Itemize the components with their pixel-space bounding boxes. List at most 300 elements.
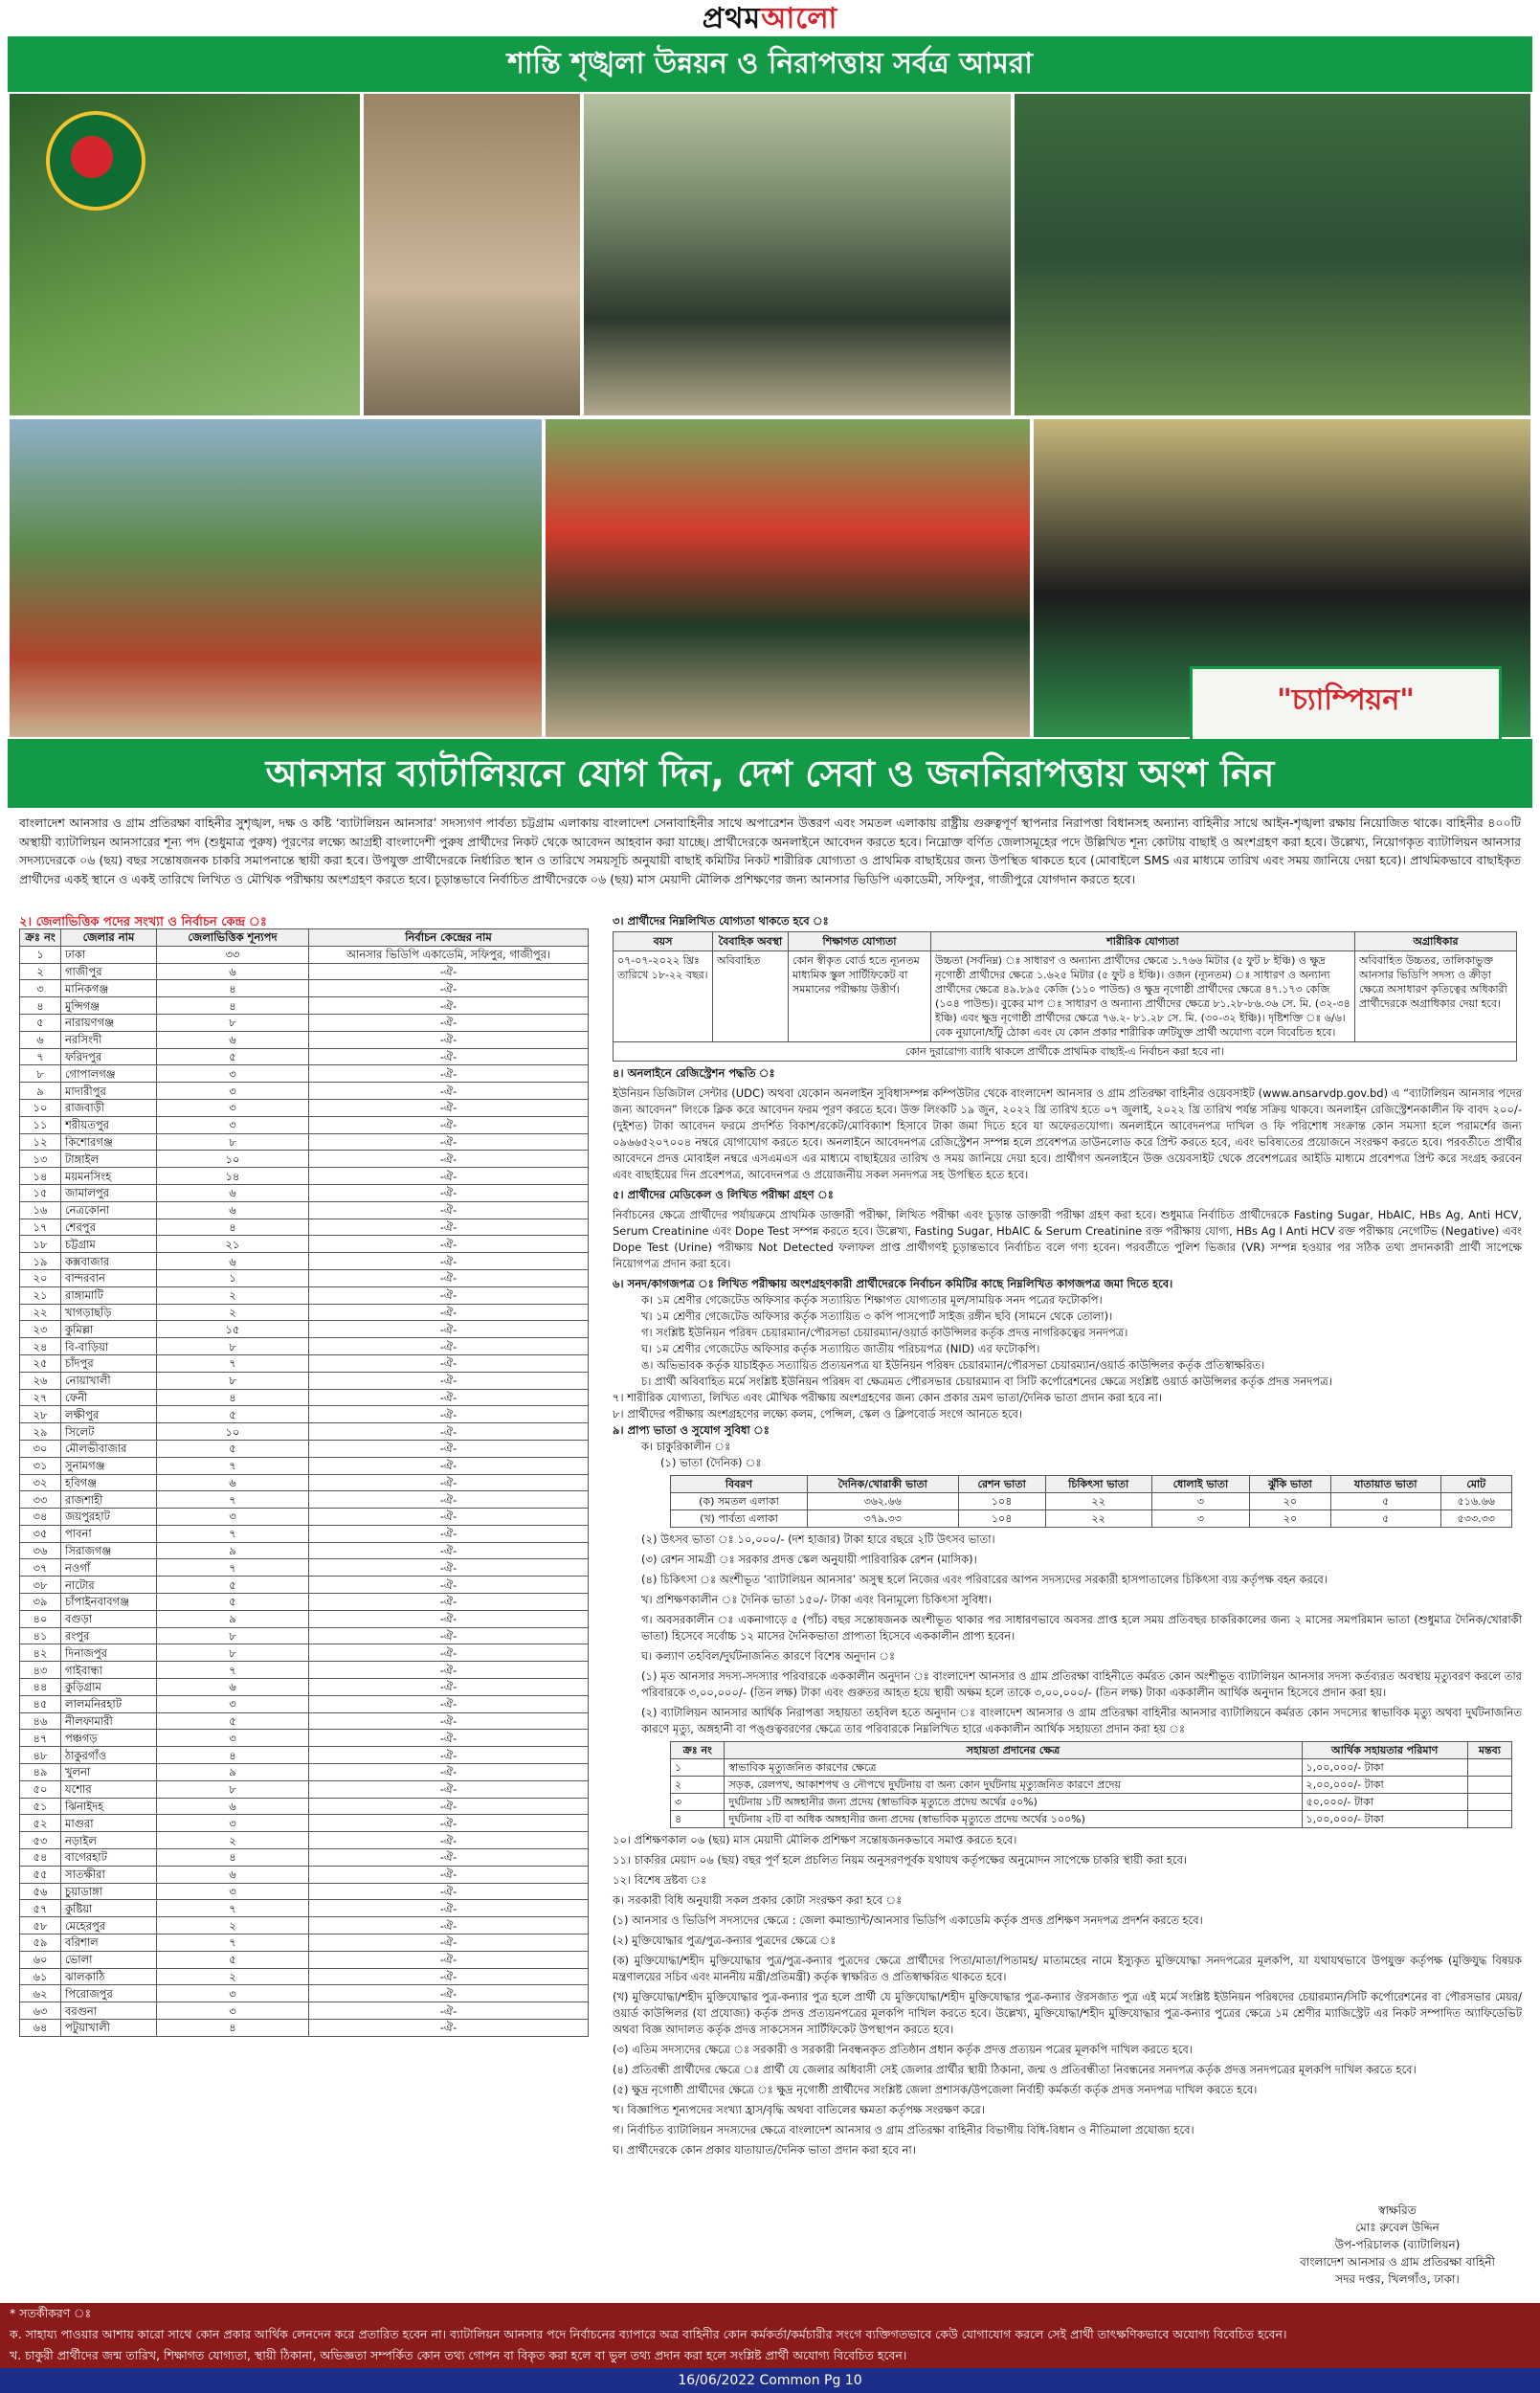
cell-centre: -ঐ- bbox=[308, 1253, 588, 1270]
district-table-body bbox=[20, 946, 589, 2036]
district-row bbox=[20, 1951, 589, 1968]
masthead-part2: আলো bbox=[761, 2, 838, 35]
allowance-cell: ১০৪ bbox=[958, 1493, 1045, 1510]
intro-paragraph: বাংলাদেশ আনসার ও গ্রাম প্রতিরক্ষা বাহিনীর সুশৃঙ্খল, দক্ষ ও কষ্টি ‘ব্যাটালিয়ন আনসার’ সদস্যগণ পার্বত্য চট্টগ্রাম এলাকায় বাংলাদেশ সেনাবাহিনীর সাথে অপারেশন উত্তরণ এবং সমতল এলাকায় রাষ্ট্রীয় গুরুত্বপূর্ণ স্থাপনার নিরাপত্তা বিধানসহ অন্যান্য বাহিনীর সাথে আইন-শৃঙ্খলা রক্ষায় নিয়োজিত থাকে। বাহিনীর ৪০০টি অস্থায়ী ব্যাটালিয়ন আনসারের শূন্য পদ (শুধুমাত্র পুরুষ) পূরণের লক্ষ্যে আগ্রহী বাংলাদেশী পুরুষ প্রার্থীদের নিকট থেকে আবেদন আহবান করা যাচ্ছে। প্রার্থীদেরকে অনলাইনে আবেদন করতে হবে। নিম্নোক্ত বর্ণিত জেলাসমূহের পদে উল্লিখিত শূন্য কোটায় বাছাই ও অংশগ্রহণ করা হবে। উল্লেখ্য, নিয়োগকৃত ব্যাটালিয়ন আনসার সদস্যদেরকে ০৬ (ছয়) বছর সন্তোষজনক চাকরি সমাপনান্তে স্থায়ী করা হবে। উপযুক্ত প্রার্থীদেরকে নির্ধারিত স্থান ও তারিখে সময়সূচি অনুযায়ী বাছাই কমিটির নিকট শারীরিক যোগ্যতা ও প্রাথমিক বাছাইয়ের জন্য উপস্থিত থাকতে হবে (মোবাইলে SMS এর মাধ্যমে তারিখ এবং সময় জানিয়ে দেয়া হবে)। প্রাথমিকভাবে বাছাইকৃত প্রার্থীদের একই স্থানে ও একই তারিখে লিখিত ও মৌখিক পরীক্ষায় অংশগ্রহণ করতে হবে। চূড়ান্তভাবে নির্বাচিত প্রার্থীদেরকে ০৬ (ছয়) মাস মেয়াদী মৌলিক প্রশিক্ষণের জন্য আনসার ভিডিপি একাডেমী, সফিপুর, গাজীপুরে যোগদান করতে হবে। bbox=[19, 816, 1521, 886]
cell-district: খুলনা bbox=[61, 1764, 157, 1781]
cell-vacancy: ৭ bbox=[156, 1900, 308, 1917]
aid-row bbox=[671, 1777, 1512, 1794]
cell-centre: -ঐ- bbox=[308, 1627, 588, 1644]
req-head-age: বয়স bbox=[614, 932, 713, 951]
cell-serial: ৫০ bbox=[20, 1780, 61, 1798]
district-row bbox=[20, 1747, 589, 1764]
aid-cell bbox=[1467, 1777, 1511, 1794]
cell-serial: ১৭ bbox=[20, 1219, 61, 1236]
cell-serial: ৬২ bbox=[20, 1985, 61, 2002]
cell-vacancy: ৩ bbox=[156, 1985, 308, 2002]
district-row bbox=[20, 1594, 589, 1611]
allowance-cell: ৩ bbox=[1151, 1493, 1250, 1510]
district-row bbox=[20, 1474, 589, 1491]
district-row bbox=[20, 1372, 589, 1389]
cell-serial: ৬০ bbox=[20, 1951, 61, 1968]
cell-centre: -ঐ- bbox=[308, 1985, 588, 2002]
cell-vacancy: ৪ bbox=[156, 1849, 308, 1867]
cell-vacancy: ৫ bbox=[156, 1712, 308, 1730]
allowance-cell: ৫৩৩.৩৩ bbox=[1440, 1510, 1511, 1528]
allowance-col: চিকিৎসা ভাতা bbox=[1045, 1476, 1151, 1493]
rule-item: (১) আনসার ও ভিডিপি সদস্যদের ক্ষেত্রে : জেলা কমান্ড্যান্ট/আনসার ভিডিপি একাডেমি কর্তৃক প্রদত্ত প্রশিক্ষণ সনদপত্র প্রদর্শন করতে হবে। bbox=[613, 1913, 1203, 1927]
benefit-item: গ। অবসরকালীন ঃ একনাগাড়ে ৫ (পাঁচ) বছর সন্তোষজনক অংশীভূত থাকার পর সাধারণভাবে অবসর প্রাপ্ত হলে সময় প্রতিবছর চাকরিকালের জন্য ২ মাসের সমপরিমান ভাতা (শুধুমাত্র দৈনিক/খোরাকী ভাতা) হিসেবে সর্বোচ্চ ১২ মাসের দৈনিকভাতা প্রাপ্যতা হিসেবে এককালীন প্রাপ্য হবেন। bbox=[641, 1613, 1522, 1643]
cell-serial: ৫৪ bbox=[20, 1849, 61, 1867]
cell-serial: ২০ bbox=[20, 1269, 61, 1286]
cell-serial: ১০ bbox=[20, 1099, 61, 1116]
photo-band-parade bbox=[8, 417, 544, 739]
district-row bbox=[20, 963, 589, 980]
cell-district: লালমনিরহাট bbox=[61, 1695, 157, 1712]
cell-vacancy: ৮ bbox=[156, 1014, 308, 1031]
requirements-table bbox=[613, 931, 1517, 1062]
cell-centre: -ঐ- bbox=[308, 1083, 588, 1100]
cell-district: চাঁপাইনবাবগঞ্জ bbox=[61, 1594, 157, 1611]
cell-centre: -ঐ- bbox=[308, 1269, 588, 1286]
allowance-row bbox=[671, 1510, 1512, 1528]
cell-serial: ৩২ bbox=[20, 1474, 61, 1491]
cell-centre: -ঐ- bbox=[308, 1866, 588, 1883]
cell-district: কুড়িগ্রাম bbox=[61, 1679, 157, 1696]
cell-district: শেরপুর bbox=[61, 1219, 157, 1236]
cell-serial: ৬৩ bbox=[20, 2002, 61, 2020]
cell-vacancy: ৩ bbox=[156, 1083, 308, 1100]
cell-district: দিনাজপুর bbox=[61, 1644, 157, 1662]
rules-list bbox=[613, 1832, 1522, 2158]
district-row bbox=[20, 1900, 589, 1917]
allowance-col: বিবরণ bbox=[671, 1476, 808, 1493]
cell-vacancy: ৮ bbox=[156, 1372, 308, 1389]
cell-serial: ৩ bbox=[20, 980, 61, 997]
cell-serial: ২৫ bbox=[20, 1354, 61, 1372]
allowance-col: রেশন ভাতা bbox=[958, 1476, 1045, 1493]
cell-district: রাজশাহী bbox=[61, 1491, 157, 1509]
col-centre: নির্বাচন কেন্দ্রের নাম bbox=[308, 929, 588, 947]
cell-vacancy: ৭ bbox=[156, 1935, 308, 1952]
allowance-cell: ৩৬২.৬৬ bbox=[807, 1493, 958, 1510]
cell-centre: -ঐ- bbox=[308, 1662, 588, 1679]
rule-item: ঘ। প্রার্থীদেরকে কোন প্রকার যাতায়াত/দৈনিক ভাতা প্রদান করা হবে না। bbox=[613, 2143, 916, 2157]
cell-district: কক্সবাজার bbox=[61, 1253, 157, 1270]
district-row bbox=[20, 1219, 589, 1236]
cell-vacancy: ২ bbox=[156, 1304, 308, 1321]
cell-vacancy: ১০ bbox=[156, 1151, 308, 1168]
cell-centre: -ঐ- bbox=[308, 1695, 588, 1712]
cell-district: জামালপুর bbox=[61, 1184, 157, 1201]
cell-vacancy: ৫ bbox=[156, 1406, 308, 1423]
cell-vacancy: ৬ bbox=[156, 1474, 308, 1491]
district-row bbox=[20, 1031, 589, 1048]
cell-vacancy: ৫ bbox=[156, 1594, 308, 1611]
cell-serial: ৬৪ bbox=[20, 2020, 61, 2037]
signature-block bbox=[1273, 2202, 1522, 2288]
district-row bbox=[20, 1849, 589, 1867]
cell-centre: -ঐ- bbox=[308, 1014, 588, 1031]
cell-serial: ২৬ bbox=[20, 1372, 61, 1389]
document-item: গ। সংশ্লিষ্ট ইউনিয়ন পরিষদ চেয়ারম্যান/পৌরসভা চেয়ারম্যান/ওয়ার্ড কাউন্সিলর কর্তৃক প্রদত্ত নাগরিকত্বের সনদপত্র। bbox=[641, 1326, 1128, 1339]
cell-centre: -ঐ- bbox=[308, 1594, 588, 1611]
cell-centre: -ঐ- bbox=[308, 1372, 588, 1389]
district-row bbox=[20, 1269, 589, 1286]
cell-vacancy: ৫ bbox=[156, 1440, 308, 1457]
district-row bbox=[20, 1168, 589, 1185]
aid-cell: সড়ক, রেলপথ, আকাশপথ ও নৌপথে দুর্ঘটনায় বা অন্য কোন দুর্ঘটনায় মৃত্যুজনিত কারণে প্রদেয় bbox=[725, 1777, 1302, 1794]
district-row bbox=[20, 1423, 589, 1441]
cell-vacancy: ৩ bbox=[156, 1883, 308, 1900]
misc-ka: ক। চাকুরিকালীন ঃ bbox=[641, 1440, 731, 1453]
cell-district: মানিকগঞ্জ bbox=[61, 980, 157, 997]
cell-vacancy: ৫ bbox=[156, 1951, 308, 1968]
cell-vacancy: ৬ bbox=[156, 1866, 308, 1883]
cell-district: ময়মনসিংহ bbox=[61, 1168, 157, 1185]
aid-cell: ১ bbox=[671, 1759, 725, 1777]
district-row bbox=[20, 1048, 589, 1065]
medical-text: নির্বাচনের ক্ষেত্রে প্রার্থীদের পর্যায়ক্রমে প্রাথমিক ডাক্তারী পরীক্ষা, লিখিত পরীক্ষা এবং চূড়ান্ত ডাক্তারী পরীক্ষা গ্রহণ করা হবে। শুধুমাত্র নির্বাচিত প্রার্থীদেরকে Fasting Sugar, HbAIC, HBs Ag, Anti HCV, Serum Creatinine এবং Dope Test সম্পন্ন করতে হবে। উল্লেখ্য, Fasting Sugar, HbAIC & Serum Creatinine রক্ত পরীক্ষায় যোগ্য, HBs Ag I Anti HCV রক্ত পরীক্ষায় নেগেটিভ (Negative) এবং Dope Test (Urine) পরীক্ষায় Not Detected ফলাফল প্রাপ্ত প্রার্থীগণই চূড়ান্তভাবে নির্বাচিত বলে গণ্য হবেন। পরবর্তীতে পুলিশ ভিজার (VR) সম্পন্ন হওয়ার পর সঠিক তথ্য প্রদানকারী প্রার্থী সাপেক্ষে নিয়োগপত্র প্রদান করা হবে। bbox=[613, 1208, 1522, 1270]
cell-serial: ৫১ bbox=[20, 1798, 61, 1815]
req-note: কোন দুরারোগ্য ব্যাধি থাকলে প্রার্থীকে প্রাথমিক বাছাই-এ নির্বাচন করা হবে না। bbox=[614, 1042, 1517, 1062]
aid-cell: দুর্ঘটনায় ২টি বা অধিক অঙ্গহানীর জন্য প্রদেয় (স্বাভাবিক মৃত্যুতে প্রদেয় অর্থের ১০০%) bbox=[725, 1811, 1302, 1828]
allowance-col: ধোলাই ভাতা bbox=[1151, 1476, 1250, 1493]
cell-vacancy: ৪ bbox=[156, 1389, 308, 1406]
cell-serial: ৪৪ bbox=[20, 1679, 61, 1696]
cell-centre: -ঐ- bbox=[308, 1542, 588, 1559]
district-row bbox=[20, 1695, 589, 1712]
rule-item: (৫) ক্ষুদ্র নৃগোষ্ঠী প্রার্থীদের ক্ষেত্রে ঃ ক্ষুদ্র নৃগোষ্ঠী প্রার্থীদের সংশ্লিষ্ট জেলা প্রশাসক/উপজেলা নির্বাহী কর্মকর্তা কর্তৃক প্রদত্ত সনদপত্র দাখিল করতে হবে। bbox=[613, 2083, 1258, 2096]
district-row bbox=[20, 1525, 589, 1542]
cell-serial: ৪৮ bbox=[20, 1747, 61, 1764]
cell-centre: -ঐ- bbox=[308, 1474, 588, 1491]
cell-district: বাগেরহাট bbox=[61, 1849, 157, 1867]
req-physical: উচ্চতা (সর্বনিম্ন) ঃ সাধারণ ও অন্যান্য প্রার্থীদের ক্ষেত্রে ১.৭৬৬ মিটার (৫ ফুট ৮ ইঞ্চি) ও ক্ষুদ্র নৃগোষ্ঠী প্রার্থীদের ক্ষেত্রে ১.৬২৫ মিটার (৫ ফুট ৪ ইঞ্চি)। ওজন (ন্যূনতম) ঃ সাধারণ ও অন্যান্য প্রার্থীদের ক্ষেত্রে ৪৯.৮৯৫ কেজি (১১০ পাউন্ড) ও ক্ষুদ্র নৃগোষ্ঠী প্রার্থীদের ক্ষেত্রে ৪৭.১৭৩ কেজি (১০৪ পাউন্ড)। বুকের মাপ ঃ সাধারণ ও অন্যান্য প্রার্থীদের ক্ষেত্রে ৮১.২৮-৮৬.৩৬ সে. মি. (৩২-৩৪ ইঞ্চি) এবং ক্ষুদ্র নৃগোষ্ঠী প্রার্থীদের ক্ষেত্রে ৭৬.২- ৮১.২৮ সে. মি. (৩০-৩২ ইঞ্চি)। দৃষ্টিশক্তি ঃ ৬/৬। বেক নুয়ানো/হাঁটু ঠোকা এবং যে কোন প্রকার শারীরিক ত্রুটিযুক্ত প্রার্থী অযোগ্য বলে বিবেচিত হবে। bbox=[931, 951, 1355, 1042]
cell-centre: -ঐ- bbox=[308, 963, 588, 980]
cell-district: ঢাকা bbox=[61, 946, 157, 963]
right-column bbox=[613, 913, 1522, 2158]
allowance-cell: ১০৪ bbox=[958, 1510, 1045, 1528]
aid-col: মন্তব্য bbox=[1467, 1742, 1511, 1759]
cell-district: ঠাকুরগাঁও bbox=[61, 1747, 157, 1764]
cell-district: যশোর bbox=[61, 1780, 157, 1798]
cell-vacancy: ৪ bbox=[156, 2020, 308, 2037]
aid-cell: ৩ bbox=[671, 1794, 725, 1811]
aid-cell: ১,০০,০০০/- টাকা bbox=[1302, 1759, 1467, 1777]
online-text: ইউনিয়ন ডিজিটাল সেন্টার (UDC) অথবা যেকোন অনলাইন সুবিধাসম্পন্ন কম্পিউটার থেকে বাংলাদেশ আনসার ও গ্রাম প্রতিরক্ষা বাহিনীর ওয়েবসাইট (www.ansarvdp.gov.bd) এ “ব্যাটালিয়ন আনসার পদের জন্য আবেদন” লিংকে ক্লিক করে আবেদন ফরম পূরণ করতে হবে। উক্ত লিংকটি ১৯ জুন, ২০২২ খ্রি তারিখ হতে ০৭ জুলাই, ২০২২ খ্রি তারিখ পর্যন্ত সক্রিয় থাকবে। অনলাইন রেজিস্ট্রেশনকালীন ফি বাবদ ২০০/- (দুইশত) টাকা আবেদন ফরমে প্রদর্শিত বিকাশ/রকেট/মোবিক্যাশ হিসাবে টাকা জমা দিতে হবে যা অফেরতযোগ্য। অনলাইনে আবেদনপত্র দাখিল ও ফি পরিশোধ সংক্রান্ত কোন সমস্যা হলে পরামর্শের জন্য ০৯৬৬৫২০৭০০৪ নম্বরে যোগাযোগ করতে হবে। অনলাইনে আবেদনপত্র রেজিস্ট্রেশন সম্পন্ন হলে প্রবেশপত্র ডাউনলোড করে প্রিন্ট করতে হবে, এবং ভবিষ্যতের প্রয়োজনে সংরক্ষণ করতে হবে। পরবর্তীতে প্রার্থীর আবেদনে প্রদত্ত মোবাইল নম্বরে এসএমএস এর মাধ্যমে বাছাইয়ের তারিখ ও সময় জানিয়ে দেয়া হবে। প্রার্থীগণ অনলাইনে উক্ত ওয়েবসাইট থেকে প্রবেশপত্রের আইডি মাধ্যমে প্রবেশপত্র প্রিন্ট করে সংগ্রহ করবেন এবং বাছাইয়ের দিন প্রবেশপত্র, আবেদনপত্র ও প্রয়োজনীয় সকল সনদপত্র সহ উপস্থিত হতে হবে। bbox=[613, 1086, 1522, 1181]
cell-centre: -ঐ- bbox=[308, 1457, 588, 1474]
cell-serial: ৫৬ bbox=[20, 1883, 61, 1900]
cell-centre: -ঐ- bbox=[308, 1321, 588, 1338]
cell-district: গাইবান্ধা bbox=[61, 1662, 157, 1679]
district-row bbox=[20, 1253, 589, 1270]
district-row bbox=[20, 997, 589, 1015]
masthead-part1: প্রথম bbox=[702, 2, 762, 35]
requirements-title: ৩। প্রার্থীদের নিম্নলিখিত যোগ্যতা থাকতে হবে ঃ bbox=[613, 914, 829, 928]
cell-serial: ৪৭ bbox=[20, 1730, 61, 1747]
district-row bbox=[20, 1542, 589, 1559]
district-row bbox=[20, 1099, 589, 1116]
req-head-priority: অগ্রাধিকার bbox=[1355, 932, 1517, 951]
cell-serial: ৩৭ bbox=[20, 1559, 61, 1577]
cell-centre: -ঐ- bbox=[308, 1917, 588, 1935]
cell-centre: -ঐ- bbox=[308, 1832, 588, 1849]
cell-serial: ৪১ bbox=[20, 1627, 61, 1644]
benefit-item: (১) মৃত আনসার সদস্য-সদস্যার পরিবারকে এককালীন অনুদান ঃ বাংলাদেশ আনসার ও গ্রাম প্রতিরক্ষা বাহিনীতে কর্মরত কোন অংশীভূত ব্যাটালিয়ন আনসার সদস্য কর্তব্যরত অবস্থায় মৃত্যুবরণ করলে তার পরিবারকে ৩,০০,০০০/- (তিন লক্ষ) টাকা এবং গুরুতর আহত হয়ে স্থায়ী অক্ষম হলে তাকে ৩,০০,০০০/- (তিন লক্ষ) টাকা এককালীন আর্থিক অনুদান হিসেবে প্রদান করা হয়। bbox=[641, 1669, 1522, 1699]
cell-serial: ২১ bbox=[20, 1286, 61, 1304]
cell-vacancy: ৬ bbox=[156, 1679, 308, 1696]
allowance-cell: ২০ bbox=[1250, 1493, 1330, 1510]
cell-district: নেত্রকোনা bbox=[61, 1201, 157, 1219]
cell-vacancy: ৩ bbox=[156, 1509, 308, 1526]
district-row bbox=[20, 1780, 589, 1798]
allowance-cell: ৫ bbox=[1330, 1510, 1440, 1528]
misc-p8: ৮। প্রার্থীদের পরীক্ষায় অংশগ্রহণের লক্ষ্যে কলম, পেন্সিল, স্কেল ও ক্লিপবোর্ড সংগে আনতে হবে। bbox=[613, 1407, 1023, 1420]
cell-vacancy: ৭ bbox=[156, 1559, 308, 1577]
district-table bbox=[19, 928, 589, 2037]
rule-item: ক। সরকারী বিধি অনুযায়ী সকল প্রকার কোটা সংরক্ষণ করা হবে ঃ bbox=[613, 1893, 903, 1907]
district-row bbox=[20, 1338, 589, 1355]
cell-centre: -ঐ- bbox=[308, 1747, 588, 1764]
cell-vacancy: ২১ bbox=[156, 1236, 308, 1253]
allowance-body bbox=[671, 1493, 1512, 1528]
cell-centre: -ঐ- bbox=[308, 1133, 588, 1151]
cell-district: বান্দরবান bbox=[61, 1269, 157, 1286]
cell-centre: -ঐ- bbox=[308, 1883, 588, 1900]
cell-centre: -ঐ- bbox=[308, 1849, 588, 1867]
ansar-emblem-logo bbox=[46, 111, 145, 211]
cell-district: খাগড়াছড়ি bbox=[61, 1304, 157, 1321]
cell-serial: ১৮ bbox=[20, 1236, 61, 1253]
district-row bbox=[20, 1083, 589, 1100]
district-row bbox=[20, 1679, 589, 1696]
district-row bbox=[20, 1304, 589, 1321]
cell-vacancy: ৮ bbox=[156, 1338, 308, 1355]
documents-title: ৬। সনদ/কাগজপত্র ঃ লিখিত পরীক্ষায় অংশগ্রহণকারী প্রার্থীদেরকে নির্বাচন কমিটির কাছে নিম্নলিখিত কাগজপত্র জমা দিতে হবে। bbox=[613, 1277, 1173, 1290]
district-row bbox=[20, 1644, 589, 1662]
district-row bbox=[20, 1457, 589, 1474]
cell-centre: -ঐ- bbox=[308, 1712, 588, 1730]
newspaper-masthead bbox=[0, 0, 1540, 38]
district-row bbox=[20, 1577, 589, 1594]
cell-district: ফরিদপুর bbox=[61, 1048, 157, 1065]
cell-district: শরীয়তপুর bbox=[61, 1116, 157, 1133]
aid-cell: ৪ bbox=[671, 1811, 725, 1828]
cell-district: টাঙ্গাইল bbox=[61, 1151, 157, 1168]
benefit-item: ঘ। কল্যাণ তহবিল/দুর্ঘটনাজনিত কারণে বিশেষ অনুদান ঃ bbox=[641, 1649, 896, 1663]
document-item: খ। ১ম শ্রেণীর গেজেটেড অফিসার কর্তৃক সত্যায়িত ৩ কপি পাসপোর্ট সাইজ রঙ্গীন ছবি (সামনে থেকে তোলা)। bbox=[641, 1309, 1113, 1323]
allowance-cell: ৫১৬.৬৬ bbox=[1440, 1493, 1511, 1510]
cell-centre: -ঐ- bbox=[308, 1968, 588, 1985]
cell-serial: ২৭ bbox=[20, 1389, 61, 1406]
aid-cell: ২ bbox=[671, 1777, 725, 1794]
district-row bbox=[20, 1509, 589, 1526]
cell-district: মৌলভীবাজার bbox=[61, 1440, 157, 1457]
cell-district: রাজবাড়ী bbox=[61, 1099, 157, 1116]
aid-cell: ৫০,০০০/- টাকা bbox=[1302, 1794, 1467, 1811]
cell-centre: -ঐ- bbox=[308, 1389, 588, 1406]
district-row bbox=[20, 1935, 589, 1952]
cell-vacancy: ৭ bbox=[156, 1491, 308, 1509]
allowance-col: ঝুঁকি ভাতা bbox=[1250, 1476, 1330, 1493]
cell-district: পিরোজপুর bbox=[61, 1985, 157, 2002]
rule-item: গ। নির্বাচিত ব্যাটালিয়ন সদস্যদের ক্ষেত্রে বাংলাদেশ আনসার ও গ্রাম প্রতিরক্ষা বাহিনীর বিভাগীয় বিধি-বিধান ও নীতিমালা প্রযোজ্য হবে। bbox=[613, 2123, 1194, 2136]
cell-vacancy: ৬ bbox=[156, 1253, 308, 1270]
rule-item: (২) মুক্তিযোদ্ধার পুত্র/পুত্র-কন্যার পুত্রদের ক্ষেত্রে ঃ bbox=[613, 1934, 837, 1947]
col-vacancy: জেলাভিত্তিক শূন্যপদ bbox=[156, 929, 308, 947]
signature-address: সদর দপ্তর, খিলগাঁও, ঢাকা। bbox=[1335, 2272, 1460, 2286]
cell-centre: -ঐ- bbox=[308, 1219, 588, 1236]
district-row bbox=[20, 1712, 589, 1730]
cell-serial: ২২ bbox=[20, 1304, 61, 1321]
cell-vacancy: ৯ bbox=[156, 1610, 308, 1627]
cell-serial: ৩৬ bbox=[20, 1542, 61, 1559]
cell-centre: -ঐ- bbox=[308, 1679, 588, 1696]
cell-serial: ৩০ bbox=[20, 1440, 61, 1457]
cell-district: সিরাজগঞ্জ bbox=[61, 1542, 157, 1559]
cell-district: পঞ্চগড় bbox=[61, 1730, 157, 1747]
cell-district: মাগুরা bbox=[61, 1815, 157, 1832]
aid-cell: দুর্ঘটনায় ১টি অঙ্গহানীর জন্য প্রদেয় (স্বাভাবিক মৃত্যুতে প্রদেয় অর্থের ৫০%) bbox=[725, 1794, 1302, 1811]
rule-item: (৪) প্রতিবন্ধী প্রার্থীদের ক্ষেত্রে ঃ প্রার্থী যে জেলার অধিবাসী সেই জেলার প্রার্থীর স্থায়ী ঠিকানা, জন্ম ও প্রতিবন্ধীতা নিবন্ধনের সনদপত্র কর্তৃক প্রদত্ত সনদপত্রের মূলকপি দাখিল করতে হবে। bbox=[613, 2063, 1417, 2076]
cell-vacancy: ২ bbox=[156, 1968, 308, 1985]
cell-district: পাবনা bbox=[61, 1525, 157, 1542]
col-serial: ক্রঃ নং bbox=[20, 929, 61, 947]
cell-centre: -ঐ- bbox=[308, 1440, 588, 1457]
district-row bbox=[20, 1968, 589, 1985]
cell-centre: -ঐ- bbox=[308, 1730, 588, 1747]
district-table-header bbox=[20, 929, 589, 947]
signature-label: স্বাক্ষরিত bbox=[1378, 2203, 1417, 2217]
district-row bbox=[20, 1236, 589, 1253]
district-row bbox=[20, 1184, 589, 1201]
document-item: ঙ। অভিভাবক কর্তৃক যাচাইকৃত সত্যায়িত প্রত্যয়নপত্র যা ইউনিয়ন পরিষদ চেয়ারম্যান/পৌরসভা চেয়ারম্যান/ওয়ার্ড কাউন্সিলর কর্তৃক প্রতিস্বাক্ষরিত। bbox=[641, 1358, 1265, 1372]
aid-header bbox=[671, 1742, 1512, 1759]
cell-centre: -ঐ- bbox=[308, 1423, 588, 1441]
allowance-col: যাতায়াত ভাতা bbox=[1330, 1476, 1440, 1493]
col-district: জেলার নাম bbox=[61, 929, 157, 947]
cell-centre: -ঐ- bbox=[308, 1151, 588, 1168]
cell-vacancy: ৬ bbox=[156, 1031, 308, 1048]
cell-vacancy: ৬ bbox=[156, 1798, 308, 1815]
rule-item: (৩) এতিম সদস্যদের ক্ষেত্রে ঃ সরকারী ও সরকারী নিবন্ধনকৃত প্রতিষ্ঠান প্রধান কর্তৃক প্রদত্ত প্রত্যয়ন পত্রের মূলকপি দাখিল করতে হবে। bbox=[613, 2043, 1193, 2056]
cell-district: নরসিংদী bbox=[61, 1031, 157, 1048]
req-marital: অবিবাহিত bbox=[713, 951, 789, 1042]
cell-district: মাদারীপুর bbox=[61, 1083, 157, 1100]
cell-serial: ৬১ bbox=[20, 1968, 61, 1985]
cell-centre: -ঐ- bbox=[308, 1236, 588, 1253]
req-head-physical: শারীরিক যোগ্যতা bbox=[931, 932, 1355, 951]
cell-serial: ৪২ bbox=[20, 1644, 61, 1662]
cell-district: নড়াইল bbox=[61, 1832, 157, 1849]
cell-serial: ২৮ bbox=[20, 1406, 61, 1423]
cell-vacancy: ৩ bbox=[156, 1065, 308, 1083]
cell-centre: -ঐ- bbox=[308, 1099, 588, 1116]
misc-p9: ৯। প্রাপ্য ভাতা ও সুযোগ সুবিধা ঃ bbox=[613, 1423, 770, 1437]
aid-row bbox=[671, 1794, 1512, 1811]
photo-parade-march bbox=[582, 92, 1013, 417]
recruitment-headline: আনসার ব্যাটালিয়নে যোগ দিন, দেশ সেবা ও জননিরাপত্তায় অংশ নিন bbox=[8, 739, 1532, 808]
cell-serial: ৫৩ bbox=[20, 1832, 61, 1849]
cell-centre: -ঐ- bbox=[308, 1798, 588, 1815]
cell-centre: -ঐ- bbox=[308, 1764, 588, 1781]
benefit-item: (২) উৎসব ভাতা ঃ ১০,০০০/- (দশ হাজার) টাকা হারে বছরে ২টি উৎসব ভাতা। bbox=[641, 1532, 995, 1546]
documents-list bbox=[613, 1292, 1522, 1390]
cell-vacancy: ১০ bbox=[156, 1423, 308, 1441]
cell-centre: -ঐ- bbox=[308, 1644, 588, 1662]
champion-title: "চ্যাম্পিয়ন" bbox=[1277, 683, 1415, 717]
cell-vacancy: ৫ bbox=[156, 1048, 308, 1065]
allowance-cell: ২০ bbox=[1250, 1510, 1330, 1528]
photo-rifle-training bbox=[1013, 92, 1532, 417]
cell-vacancy: ১৪ bbox=[156, 1168, 308, 1185]
cell-centre: -ঐ- bbox=[308, 997, 588, 1015]
cell-vacancy: ৬ bbox=[156, 1184, 308, 1201]
district-row bbox=[20, 1815, 589, 1832]
district-row bbox=[20, 1764, 589, 1781]
cell-vacancy: ৩ bbox=[156, 1099, 308, 1116]
cell-district: চুয়াডাঙ্গা bbox=[61, 1883, 157, 1900]
rule-item: ১০। প্রশিক্ষণকাল ০৬ (ছয়) মাস মেয়াদী মৌলিক প্রশিক্ষণ সন্তোষজনকভাবে সমাপ্ত করতে হবে। bbox=[613, 1833, 1017, 1846]
cell-serial: ৫২ bbox=[20, 1815, 61, 1832]
district-row bbox=[20, 980, 589, 997]
cell-district: কুষ্টিয়া bbox=[61, 1900, 157, 1917]
rule-item: খ। বিজ্ঞাপিত শূন্যপদের সংখ্যা হ্রাস/বৃদ্ধি অথবা বাতিলের ক্ষমতা কর্তৃপক্ষ সংরক্ষণ করে। bbox=[613, 2103, 985, 2116]
cell-vacancy: ৮ bbox=[156, 1627, 308, 1644]
cell-district: কুমিল্লা bbox=[61, 1321, 157, 1338]
warning-line-1: ক. সাহায্য পাওয়ার আশায় কারো সাথে কোন প্রকার আর্থিক লেনদেন করে প্রতারিত হবেন না। ব্যাটালিয়ন আনসার পদে নির্বাচনের ব্যাপারে অত্র বাহিনীর কোন কর্মকর্তা/কর্মচারীর সংগে ব্যক্তিগতভাবে কেউ যোগাযোগ করলে সেই প্রার্থী তাৎক্ষণিকভাবে অযোগ্য বিবেচিত হবেন। bbox=[10, 2327, 1287, 2341]
aid-table bbox=[670, 1741, 1512, 1828]
district-row bbox=[20, 1116, 589, 1133]
cell-vacancy: ৮ bbox=[156, 1644, 308, 1662]
cell-centre: -ঐ- bbox=[308, 1116, 588, 1133]
allowance-cell: ২২ bbox=[1045, 1493, 1151, 1510]
cell-serial: ৪০ bbox=[20, 1610, 61, 1627]
cell-district: লক্ষীপুর bbox=[61, 1406, 157, 1423]
cell-centre: আনসার ভিডিপি একাডেমি, সফিপুর, গাজীপুর। bbox=[308, 946, 588, 963]
cell-district: সুনামগঞ্জ bbox=[61, 1457, 157, 1474]
cell-district: রাঙ্গামাটি bbox=[61, 1286, 157, 1304]
district-row bbox=[20, 1133, 589, 1151]
aid-col: সহায়তা প্রদানের ক্ষেত্র bbox=[725, 1742, 1302, 1759]
req-age: ০৭-০৭-২০২২ খ্রিঃ তারিখে ১৮-২২ বছর। bbox=[614, 951, 713, 1042]
benefits-list bbox=[613, 1532, 1522, 1737]
cell-vacancy: ৭ bbox=[156, 1525, 308, 1542]
photo-academy-gate bbox=[362, 92, 582, 417]
cell-district: নোয়াখালী bbox=[61, 1372, 157, 1389]
cell-vacancy: ৭ bbox=[156, 1457, 308, 1474]
misc-allow-sub: (১) ভাতা (দৈনিক) ঃ bbox=[660, 1456, 762, 1469]
aid-col: ক্রঃ নং bbox=[671, 1742, 725, 1759]
online-title: ৪। অনলাইনে রেজিস্ট্রেশন পদ্ধতি ঃ bbox=[613, 1066, 775, 1080]
district-row bbox=[20, 2002, 589, 2020]
cell-vacancy: ৭ bbox=[156, 1662, 308, 1679]
slogan-banner: শান্তি শৃঙ্খলা উন্নয়ন ও নিরাপত্তায় সর্বত্র আমরা bbox=[8, 36, 1532, 92]
cell-district: জয়পুরহাট bbox=[61, 1509, 157, 1526]
req-education: কোন স্বীকৃত বোর্ড হতে ন্যূনতম মাধ্যমিক স্কুল সার্টিফিকেট বা সমমানের পরীক্ষায় উত্তীর্ণ। bbox=[789, 951, 931, 1042]
cell-district: হবিগঞ্জ bbox=[61, 1474, 157, 1491]
cell-district: নাটোর bbox=[61, 1577, 157, 1594]
cell-vacancy: ৮ bbox=[156, 1780, 308, 1798]
cell-centre: -ঐ- bbox=[308, 1935, 588, 1952]
cell-centre: -ঐ- bbox=[308, 1900, 588, 1917]
cell-serial: ৩৮ bbox=[20, 1577, 61, 1594]
cell-serial: ৭ bbox=[20, 1048, 61, 1065]
cell-vacancy: ২ bbox=[156, 1832, 308, 1849]
cell-district: রংপুর bbox=[61, 1627, 157, 1644]
cell-serial: ৫৫ bbox=[20, 1866, 61, 1883]
medical-title: ৫। প্রার্থীদের মেডিকেল ও লিখিত পরীক্ষা গ্রহণ ঃ bbox=[613, 1188, 834, 1201]
